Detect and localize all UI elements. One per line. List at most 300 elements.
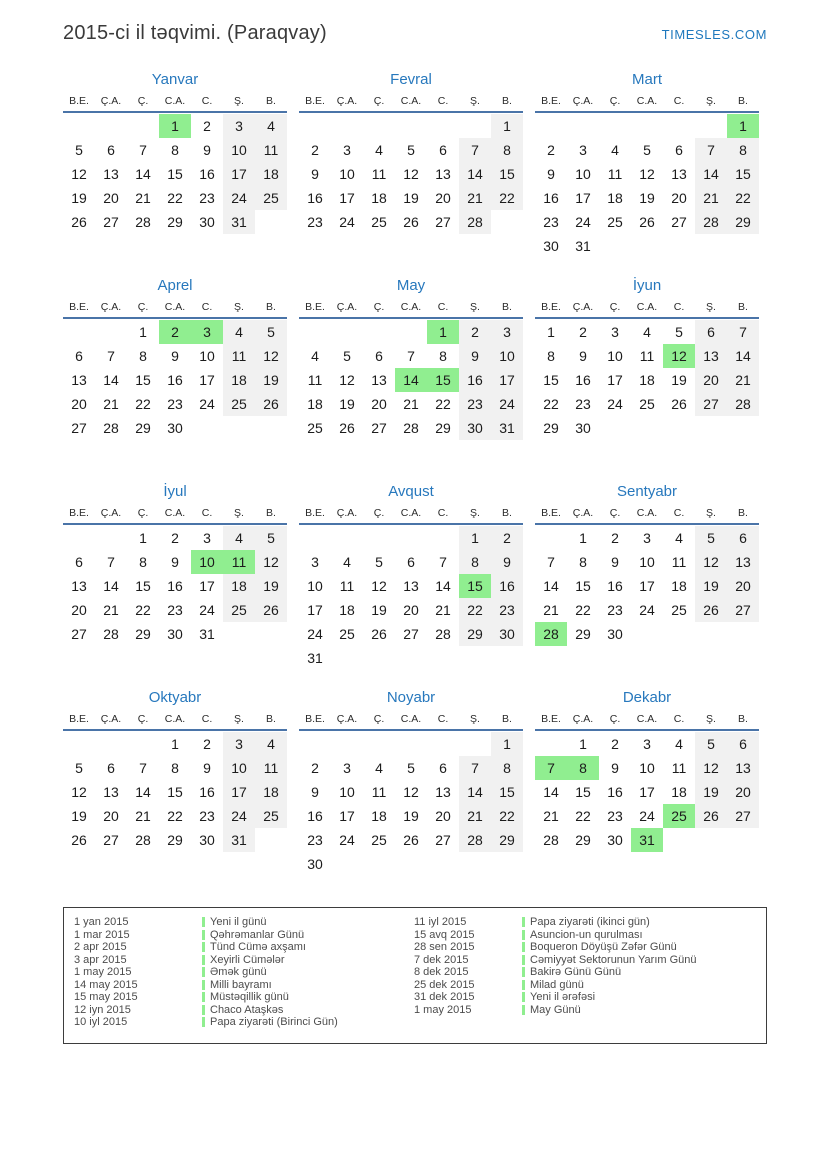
day-cell: 27 <box>695 392 727 416</box>
day-cell: 2 <box>547 142 555 158</box>
holiday-name: May Günü <box>530 1003 581 1016</box>
day-cell: 16 <box>199 166 215 182</box>
holiday-date: 1 may 2015 <box>414 1003 472 1016</box>
day-cell: 26 <box>695 804 727 828</box>
day-cell: 13 <box>371 372 387 388</box>
day-cell: 26 <box>671 396 687 412</box>
day-cell: 10 <box>339 166 355 182</box>
weekday-label: Ç.A. <box>100 301 122 313</box>
day-cell: 4 <box>343 554 351 570</box>
day-cell: 5 <box>675 324 683 340</box>
weekday-label: C.A. <box>636 301 658 313</box>
empty-day-cell <box>459 646 491 670</box>
holiday-date: 14 may 2015 <box>74 978 138 991</box>
month-days-grid <box>63 526 287 646</box>
day-cell: 2 <box>491 526 523 550</box>
day-cell: 26 <box>339 420 355 436</box>
weekday-label: C. <box>673 713 685 725</box>
day-cell: 25 <box>371 214 387 230</box>
day-cell: 8 <box>139 348 147 364</box>
month-title[interactable]: İyun <box>632 277 662 294</box>
day-cell: 18 <box>639 372 655 388</box>
day-cell: 9 <box>611 760 619 776</box>
empty-day-cell <box>695 234 727 258</box>
holiday-name-wrap <box>522 941 677 954</box>
day-cell: 23 <box>167 602 183 618</box>
day-cell: 20 <box>435 190 451 206</box>
day-cell: 20 <box>103 808 119 824</box>
day-cell: 27 <box>403 626 419 642</box>
month-title[interactable]: Avqust <box>388 483 434 500</box>
empty-day-cell <box>427 114 459 138</box>
day-cell: 20 <box>435 808 451 824</box>
day-cell: 28 <box>695 210 727 234</box>
day-cell: 19 <box>639 190 655 206</box>
day-cell: 15 <box>167 166 183 182</box>
day-cell: 10 <box>199 348 215 364</box>
weekday-label: Ç.A. <box>572 713 594 725</box>
legend-row <box>74 1016 414 1029</box>
day-cell: 29 <box>575 832 591 848</box>
day-cell: 11 <box>371 784 387 800</box>
day-cell: 27 <box>371 420 387 436</box>
day-cell: 20 <box>695 368 727 392</box>
weekday-label: B. <box>738 301 748 313</box>
day-cell: 7 <box>727 320 759 344</box>
day-cell: 23 <box>543 214 559 230</box>
day-cell: 7 <box>107 554 115 570</box>
empty-day-cell <box>95 526 127 550</box>
holiday-name-wrap <box>202 1004 283 1017</box>
empty-day-cell <box>695 416 727 440</box>
day-cell: 17 <box>199 578 215 594</box>
day-cell: 15 <box>135 578 151 594</box>
holiday-name: Əmək günü <box>210 966 267 978</box>
empty-day-cell <box>459 852 491 876</box>
weekday-label: B. <box>266 301 276 313</box>
day-cell: 19 <box>695 574 727 598</box>
empty-day-cell <box>95 732 127 756</box>
weekday-label: Ş. <box>234 507 244 519</box>
empty-day-cell <box>191 416 223 440</box>
month-title[interactable]: Mart <box>632 71 662 88</box>
holiday-name: Papa ziyarəti (Birinci Gün) <box>210 1016 338 1028</box>
day-cell: 12 <box>403 784 419 800</box>
month-block <box>535 277 759 440</box>
day-cell: 15 <box>491 780 523 804</box>
holiday-marker-icon <box>202 942 205 952</box>
weekday-label: Ç.A. <box>572 507 594 519</box>
day-cell: 8 <box>171 760 179 776</box>
holiday-name: Boqueron Döyüşü Zəfər Günü <box>530 941 677 953</box>
day-cell: 20 <box>103 190 119 206</box>
day-cell: 24 <box>491 392 523 416</box>
day-cell: 27 <box>71 420 87 436</box>
weekday-label: B.E. <box>541 713 561 725</box>
empty-day-cell <box>631 622 663 646</box>
empty-day-cell <box>363 732 395 756</box>
holiday-marker-icon <box>202 1005 205 1015</box>
empty-day-cell <box>631 114 663 138</box>
weekday-header-row <box>299 713 523 731</box>
weekday-label: C. <box>437 95 449 107</box>
weekday-label: B. <box>738 507 748 519</box>
day-cell: 13 <box>435 784 451 800</box>
empty-day-cell <box>95 114 127 138</box>
holiday-name-wrap <box>202 1016 338 1029</box>
holiday-marker-icon <box>522 955 525 965</box>
day-cell: 10 <box>491 344 523 368</box>
day-cell: 14 <box>727 344 759 368</box>
holiday-day-cell: 12 <box>663 344 695 368</box>
day-cell: 26 <box>255 598 287 622</box>
day-cell: 29 <box>167 214 183 230</box>
month-title[interactable]: Fevral <box>390 71 432 88</box>
day-cell: 29 <box>135 626 151 642</box>
day-cell: 14 <box>103 578 119 594</box>
legend-row <box>74 966 414 979</box>
day-cell: 12 <box>371 578 387 594</box>
day-cell: 18 <box>255 162 287 186</box>
holiday-name-wrap <box>202 941 306 954</box>
day-cell: 5 <box>75 142 83 158</box>
empty-day-cell <box>695 622 727 646</box>
month-block <box>535 483 759 646</box>
weekday-label: C.A. <box>636 713 658 725</box>
weekday-header-row <box>63 507 287 525</box>
holiday-marker-icon <box>202 955 205 965</box>
day-cell: 4 <box>675 736 683 752</box>
weekday-label: C. <box>201 95 213 107</box>
day-cell: 19 <box>371 602 387 618</box>
holiday-day-cell: 1 <box>427 320 459 344</box>
day-cell: 17 <box>223 780 255 804</box>
weekday-label: C.A. <box>164 507 186 519</box>
weekday-label: C. <box>437 507 449 519</box>
day-cell: 1 <box>459 526 491 550</box>
day-cell: 18 <box>371 808 387 824</box>
holiday-name-wrap <box>522 916 650 929</box>
day-cell: 20 <box>671 190 687 206</box>
empty-day-cell <box>331 320 363 344</box>
day-cell: 15 <box>575 784 591 800</box>
day-cell: 23 <box>607 808 623 824</box>
month-block <box>535 689 759 852</box>
holiday-date: 2 apr 2015 <box>74 941 127 953</box>
holiday-name: Yeni il ərəfəsi <box>530 991 596 1003</box>
day-cell: 15 <box>575 578 591 594</box>
day-cell: 19 <box>71 808 87 824</box>
day-cell: 17 <box>639 784 655 800</box>
day-cell: 6 <box>375 348 383 364</box>
weekday-label: Ş. <box>470 713 480 725</box>
weekday-header-row <box>535 507 759 525</box>
day-cell: 22 <box>491 186 523 210</box>
weekday-header-row <box>63 95 287 113</box>
holiday-name: Bakirə Günü Günü <box>530 966 622 978</box>
day-cell: 30 <box>199 214 215 230</box>
empty-day-cell <box>599 114 631 138</box>
day-cell: 19 <box>255 574 287 598</box>
day-cell: 22 <box>727 186 759 210</box>
empty-day-cell <box>299 526 331 550</box>
holiday-marker-icon <box>202 1017 205 1027</box>
day-cell: 27 <box>435 214 451 230</box>
day-cell: 29 <box>575 626 591 642</box>
empty-day-cell <box>663 828 695 852</box>
empty-day-cell <box>459 114 491 138</box>
holiday-marker-icon <box>522 980 525 990</box>
empty-day-cell <box>395 320 427 344</box>
day-cell: 23 <box>575 396 591 412</box>
weekday-label: B.E. <box>541 507 561 519</box>
weekday-label: B. <box>502 95 512 107</box>
weekday-label: Ç.A. <box>100 507 122 519</box>
empty-day-cell <box>727 622 759 646</box>
empty-day-cell <box>63 732 95 756</box>
day-cell: 10 <box>307 578 323 594</box>
weekday-label: Ç. <box>373 301 385 313</box>
day-cell: 22 <box>167 190 183 206</box>
day-cell: 28 <box>403 420 419 436</box>
holiday-name: Tünd Cümə axşamı <box>210 941 306 953</box>
day-cell: 10 <box>607 348 623 364</box>
day-cell: 16 <box>199 784 215 800</box>
holiday-day-cell: 7 <box>535 756 567 780</box>
weekday-label: Ç. <box>609 507 621 519</box>
empty-day-cell <box>127 732 159 756</box>
day-cell: 3 <box>343 760 351 776</box>
holiday-date: 7 dek 2015 <box>414 953 469 966</box>
day-cell: 21 <box>459 804 491 828</box>
day-cell: 18 <box>255 780 287 804</box>
day-cell: 29 <box>543 420 559 436</box>
month-title[interactable]: İyul <box>163 483 187 500</box>
day-cell: 22 <box>459 598 491 622</box>
weekday-label: B.E. <box>69 301 89 313</box>
day-cell: 27 <box>103 214 119 230</box>
day-cell: 8 <box>491 756 523 780</box>
day-cell: 11 <box>255 138 287 162</box>
day-cell: 29 <box>459 622 491 646</box>
month-block <box>535 71 759 258</box>
weekday-header-row <box>535 95 759 113</box>
day-cell: 15 <box>135 372 151 388</box>
empty-day-cell <box>727 234 759 258</box>
day-cell: 8 <box>439 348 447 364</box>
month-block <box>299 483 523 670</box>
day-cell: 25 <box>607 214 623 230</box>
site-link[interactable]: TIMESLES.COM <box>661 27 767 42</box>
day-cell: 3 <box>223 732 255 756</box>
day-cell: 12 <box>695 550 727 574</box>
empty-day-cell <box>663 416 695 440</box>
empty-day-cell <box>363 114 395 138</box>
day-cell: 27 <box>435 832 451 848</box>
day-cell: 6 <box>107 760 115 776</box>
day-cell: 23 <box>307 214 323 230</box>
day-cell: 19 <box>403 808 419 824</box>
day-cell: 24 <box>339 214 355 230</box>
holiday-marker-icon <box>522 930 525 940</box>
day-cell: 20 <box>727 780 759 804</box>
day-cell: 14 <box>135 166 151 182</box>
day-cell: 12 <box>255 344 287 368</box>
day-cell: 19 <box>403 190 419 206</box>
day-cell: 16 <box>307 190 323 206</box>
month-title[interactable]: Dekabr <box>622 689 672 706</box>
day-cell: 3 <box>343 142 351 158</box>
day-cell: 2 <box>459 320 491 344</box>
weekday-label: Ş. <box>706 301 716 313</box>
weekday-label: Ç. <box>137 713 149 725</box>
weekday-label: C.A. <box>400 301 422 313</box>
day-cell: 29 <box>135 420 151 436</box>
empty-day-cell <box>255 416 287 440</box>
day-cell: 5 <box>375 554 383 570</box>
empty-day-cell <box>127 114 159 138</box>
day-cell: 11 <box>671 554 687 570</box>
day-cell: 26 <box>695 598 727 622</box>
day-cell: 1 <box>579 530 587 546</box>
day-cell: 21 <box>543 602 559 618</box>
day-cell: 4 <box>255 732 287 756</box>
day-cell: 21 <box>543 808 559 824</box>
legend-row <box>414 966 760 979</box>
day-cell: 7 <box>107 348 115 364</box>
day-cell: 9 <box>579 348 587 364</box>
empty-day-cell <box>299 732 331 756</box>
day-cell: 10 <box>223 138 255 162</box>
legend-row <box>414 954 760 967</box>
holiday-name: Xeyirli Cümələr <box>210 953 285 966</box>
holiday-name-wrap <box>522 929 643 942</box>
day-cell: 11 <box>671 760 687 776</box>
day-cell: 31 <box>307 650 323 666</box>
day-cell: 8 <box>547 348 555 364</box>
day-cell: 12 <box>339 372 355 388</box>
day-cell: 31 <box>491 416 523 440</box>
holiday-marker-icon <box>522 942 525 952</box>
month-title[interactable]: Oktyabr <box>148 689 202 706</box>
day-cell: 6 <box>75 554 83 570</box>
day-cell: 11 <box>339 578 355 594</box>
day-cell: 4 <box>375 760 383 776</box>
day-cell: 25 <box>371 832 387 848</box>
day-cell: 7 <box>547 554 555 570</box>
weekday-header-row <box>299 95 523 113</box>
day-cell: 1 <box>491 732 523 756</box>
empty-day-cell <box>63 114 95 138</box>
month-title[interactable]: Noyabr <box>386 689 436 706</box>
empty-day-cell <box>535 526 567 550</box>
day-cell: 13 <box>403 578 419 594</box>
weekday-header-row <box>299 507 523 525</box>
day-cell: 12 <box>71 784 87 800</box>
empty-day-cell <box>631 234 663 258</box>
day-cell: 18 <box>671 784 687 800</box>
day-cell: 12 <box>695 756 727 780</box>
holiday-name: Müstəqillik günü <box>210 991 289 1003</box>
day-cell: 27 <box>103 832 119 848</box>
weekday-header-row <box>63 301 287 319</box>
weekday-label: Ç. <box>373 507 385 519</box>
day-cell: 30 <box>459 416 491 440</box>
weekday-label: B. <box>266 95 276 107</box>
empty-day-cell <box>395 852 427 876</box>
day-cell: 28 <box>727 392 759 416</box>
legend-row <box>414 991 760 1004</box>
month-title[interactable]: Aprel <box>157 277 193 294</box>
day-cell: 4 <box>223 526 255 550</box>
day-cell: 1 <box>171 736 179 752</box>
month-title[interactable]: Yanvar <box>151 71 199 88</box>
holiday-name: Papa ziyarəti (ikinci gün) <box>530 916 650 928</box>
day-cell: 9 <box>459 344 491 368</box>
day-cell: 16 <box>607 578 623 594</box>
holiday-marker-icon <box>202 930 205 940</box>
day-cell: 2 <box>611 530 619 546</box>
day-cell: 4 <box>255 114 287 138</box>
day-cell: 18 <box>671 578 687 594</box>
weekday-label: B. <box>738 95 748 107</box>
day-cell: 28 <box>435 626 451 642</box>
holiday-date: 31 dek 2015 <box>414 991 475 1003</box>
weekday-label: Ç. <box>609 713 621 725</box>
empty-day-cell <box>427 852 459 876</box>
empty-day-cell <box>255 828 287 852</box>
day-cell: 19 <box>255 368 287 392</box>
day-cell: 25 <box>339 626 355 642</box>
weekday-label: B.E. <box>69 507 89 519</box>
day-cell: 28 <box>103 626 119 642</box>
day-cell: 13 <box>671 166 687 182</box>
day-cell: 27 <box>727 804 759 828</box>
day-cell: 11 <box>255 756 287 780</box>
day-cell: 22 <box>575 602 591 618</box>
day-cell: 8 <box>139 554 147 570</box>
month-title[interactable]: Sentyabr <box>616 483 678 500</box>
day-cell: 26 <box>71 214 87 230</box>
day-cell: 17 <box>223 162 255 186</box>
day-cell: 22 <box>167 808 183 824</box>
holiday-date: 11 iyl 2015 <box>414 916 467 928</box>
day-cell: 30 <box>491 622 523 646</box>
day-cell: 6 <box>75 348 83 364</box>
day-cell: 5 <box>343 348 351 364</box>
day-cell: 21 <box>435 602 451 618</box>
holiday-legend-left-column <box>74 916 414 1029</box>
day-cell: 7 <box>459 138 491 162</box>
weekday-label: Ş. <box>234 713 244 725</box>
empty-day-cell <box>459 732 491 756</box>
day-cell: 8 <box>171 142 179 158</box>
weekday-label: C.A. <box>164 713 186 725</box>
holiday-day-cell: 31 <box>631 828 663 852</box>
month-title[interactable]: May <box>396 277 426 294</box>
day-cell: 17 <box>639 578 655 594</box>
empty-day-cell <box>363 320 395 344</box>
day-cell: 30 <box>543 238 559 254</box>
day-cell: 5 <box>407 142 415 158</box>
weekday-label: C. <box>201 713 213 725</box>
day-cell: 16 <box>543 190 559 206</box>
day-cell: 15 <box>491 162 523 186</box>
day-cell: 14 <box>543 784 559 800</box>
day-cell: 9 <box>491 550 523 574</box>
day-cell: 14 <box>103 372 119 388</box>
weekday-label: B.E. <box>305 301 325 313</box>
